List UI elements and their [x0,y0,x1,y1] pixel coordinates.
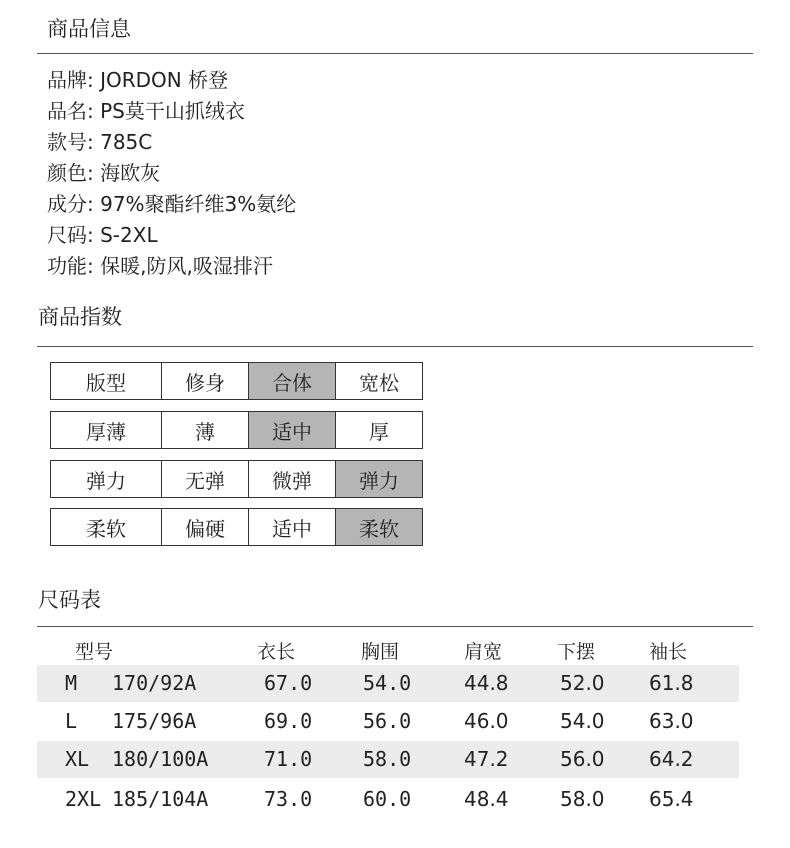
size-chest: 58.0 [363,747,412,771]
size-spec: 180/100A [112,747,209,771]
size-hem: 54.0 [560,709,605,733]
info-product-name [47,99,296,123]
index-row-label: 版型 [50,362,162,400]
index-option: 微弹 [248,460,336,498]
index-row-softness [50,508,423,546]
index-option: 偏硬 [161,508,249,546]
size-hem: 56.0 [560,747,605,771]
product-info-title: 商品信息 [47,17,131,41]
info-composition [47,192,296,216]
size-row-xl [37,741,739,778]
size-sleeve: 64.2 [649,747,694,771]
info-size-range [47,223,296,247]
size-shoulder: 46.0 [464,709,509,733]
info-label: 品牌: [47,68,94,92]
index-option-selected: 弹力 [335,460,423,498]
header-length: 衣长 [257,641,296,663]
size-chart-title: 尺码表 [38,588,101,612]
info-brand [47,68,296,92]
index-option: 宽松 [335,362,423,400]
product-info-divider [37,53,753,54]
size-label: 2XL [65,787,102,811]
info-function [47,254,296,278]
size-hem: 58.0 [560,787,605,811]
info-color [47,161,296,185]
size-hem: 52.0 [560,671,605,695]
size-length: 67.0 [264,671,313,695]
size-sleeve: 65.4 [649,787,694,811]
size-chart-header [0,637,790,663]
index-row-fit [50,362,423,400]
header-model: 型号 [75,641,114,663]
size-row-2xl [37,781,739,818]
size-length: 73.0 [264,787,313,811]
size-spec: 175/96A [112,709,197,733]
info-label: 成分: [47,192,94,216]
header-sleeve: 袖长 [649,641,688,663]
header-chest: 胸围 [361,641,400,663]
info-value: JORDON 桥登 [100,68,229,92]
info-value: 785C [100,130,153,154]
info-label: 尺码: [47,223,94,247]
size-chest: 60.0 [363,787,412,811]
size-spec: 185/104A [112,787,209,811]
index-option-selected: 合体 [248,362,336,400]
index-row-label: 厚薄 [50,411,162,449]
info-value: 海欧灰 [100,161,161,185]
index-option: 修身 [161,362,249,400]
size-label: XL [65,747,90,771]
size-row-l [37,703,739,740]
info-style-number [47,130,296,154]
index-option: 厚 [335,411,423,449]
size-label: M [65,671,78,695]
size-shoulder: 44.8 [464,671,509,695]
header-hem: 下摆 [557,641,596,663]
size-label: L [65,709,78,733]
size-chest: 56.0 [363,709,412,733]
info-value: PS莫干山抓绒衣 [100,99,245,123]
size-row-m [37,665,739,702]
index-row-label: 柔软 [50,508,162,546]
index-row-label: 弹力 [50,460,162,498]
index-option: 无弹 [161,460,249,498]
header-shoulder: 肩宽 [464,641,503,663]
info-label: 功能: [47,254,94,278]
index-option-selected: 适中 [248,411,336,449]
size-chart-divider [37,626,753,627]
size-length: 69.0 [264,709,313,733]
info-label: 款号: [47,130,94,154]
index-option: 适中 [248,508,336,546]
product-info-list [47,68,296,278]
info-value: S-2XL [100,223,158,247]
product-index-title: 商品指数 [38,305,122,329]
size-sleeve: 63.0 [649,709,694,733]
size-spec: 170/92A [112,671,197,695]
size-shoulder: 48.4 [464,787,509,811]
index-row-thickness [50,411,423,449]
size-sleeve: 61.8 [649,671,694,695]
size-chest: 54.0 [363,671,412,695]
info-label: 颜色: [47,161,94,185]
info-label: 品名: [47,99,94,123]
index-option: 薄 [161,411,249,449]
index-option-selected: 柔软 [335,508,423,546]
size-length: 71.0 [264,747,313,771]
index-row-elasticity [50,460,423,498]
product-index-divider [37,346,753,347]
size-shoulder: 47.2 [464,747,509,771]
info-value: 保暖,防风,吸湿排汗 [100,254,273,278]
info-value: 97%聚酯纤维3%氨纶 [100,192,297,216]
